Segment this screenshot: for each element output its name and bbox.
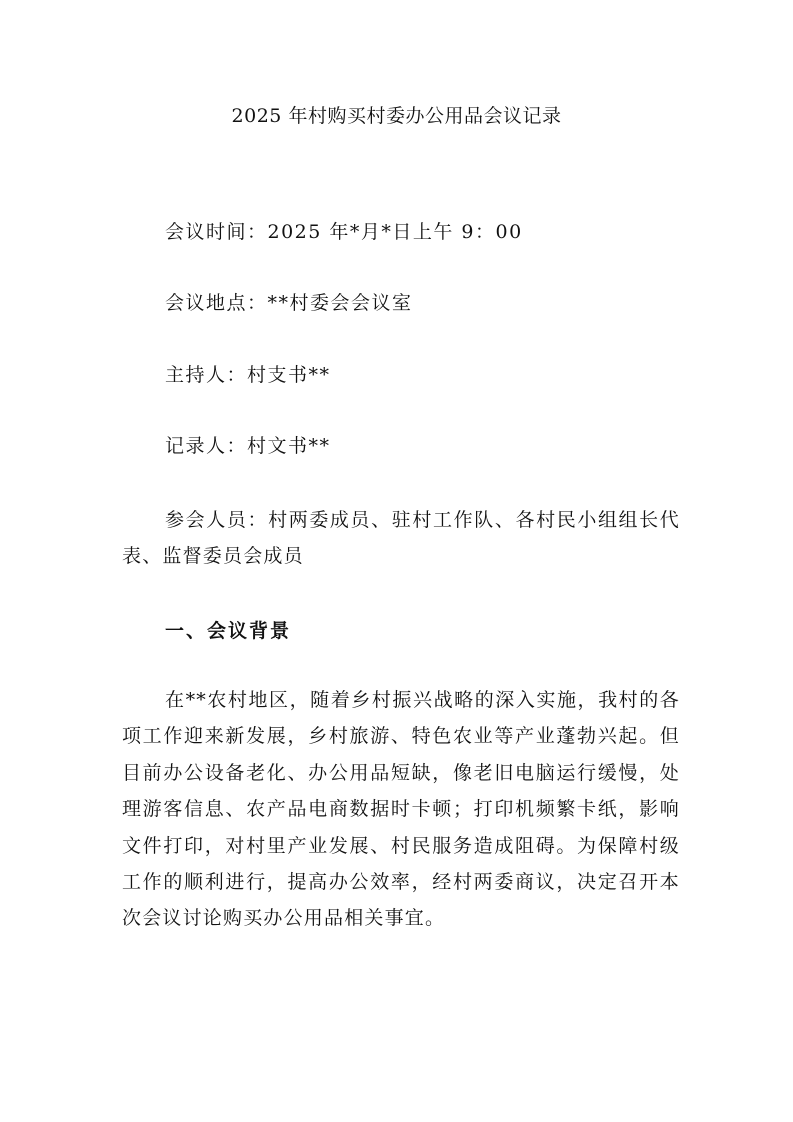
meeting-attendees: 参会人员：村两委成员、驻村工作队、各村民小组组长代表、监督委员会成员 — [122, 509, 680, 568]
section-body-background: 在**农村地区，随着乡村振兴战略的深入实施，我村的各项工作迎来新发展，乡村旅游、特色农业等产业蓬勃兴起。但目前办公设备老化、办公用品短缺，像老旧电脑运行缓慢，处理游客信息、农产品电商数据时卡顿；打印机频繁卡纸，影响文件打印，对村里产业发展、村民服务造成阻碍。为保障村级工作的顺利进行，提高办公效率，经村两委商议，决定召开本次会议讨论购买办公用品相关事宜。 — [122, 689, 680, 930]
meeting-recorder: 记录人：村文书** — [165, 435, 331, 457]
meeting-place: 会议地点：**村委会会议室 — [165, 292, 413, 314]
meeting-host: 主持人：村支书** — [165, 364, 331, 386]
section-heading-background: 一、会议背景 — [165, 620, 292, 642]
document-title: 2025 年村购买村委办公用品会议记录 — [231, 105, 562, 127]
meeting-time: 会议时间：2025 年*月*日上午 9：00 — [165, 221, 523, 243]
